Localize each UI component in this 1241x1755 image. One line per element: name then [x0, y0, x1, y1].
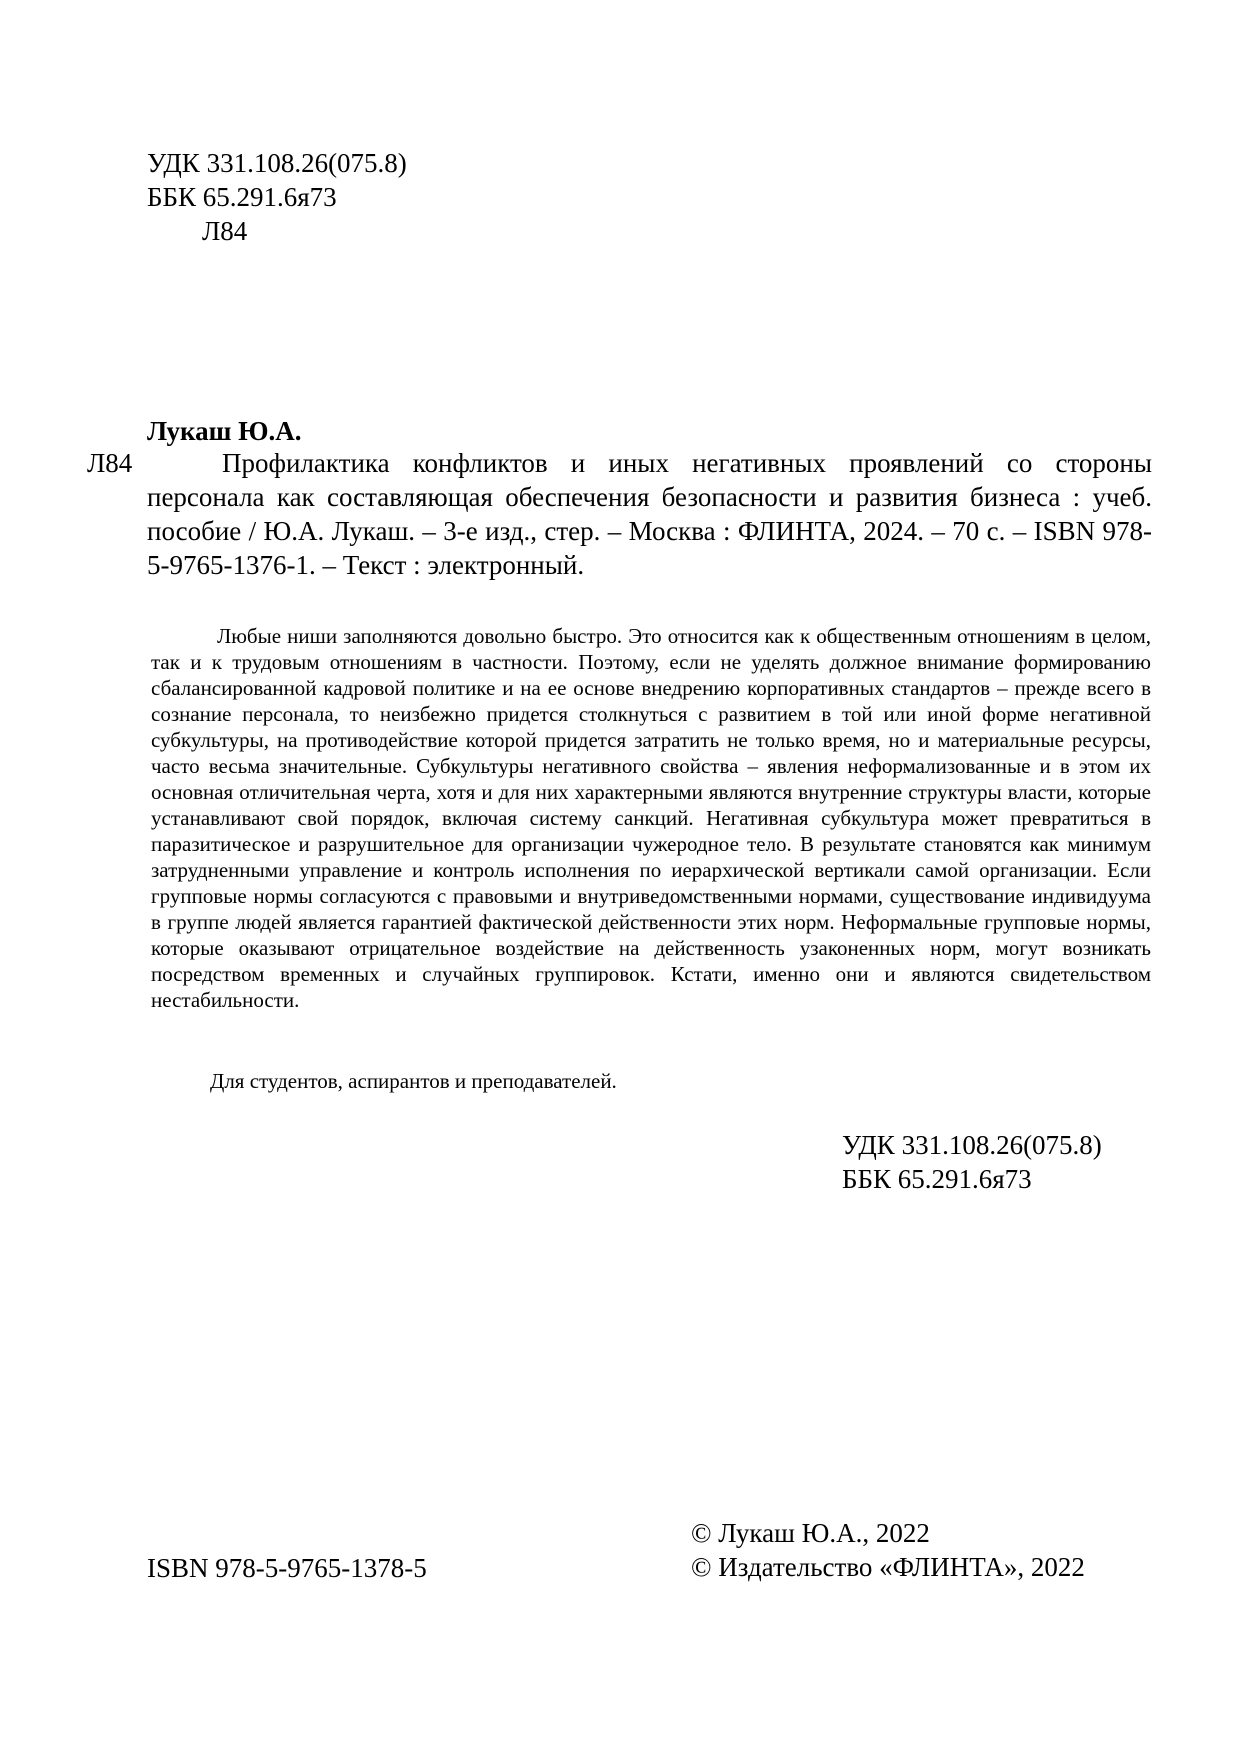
header-author-mark: Л84 [202, 216, 248, 246]
header-bbk-code: ББК 65.291.6я73 [147, 182, 337, 212]
shelf-mark: Л84 [87, 448, 133, 478]
footer-bbk-code: ББК 65.291.6я73 [842, 1164, 1032, 1194]
annotation-text: Любые ниши заполняются довольно быстро. Это относится как к общественным отношениям в целом, так и к трудовым отношениям в частности. Поэтому, если не уделять должное внимание формированию сбалансированной кадровой политике и на ее основе внедрению корпоративных стандартов – прежде всего в сознание персонала, то неизбежно придется столкнуться с развитием в той или иной форме негативной субкультуры, на противодействие которой придется затратить не только время, но и материальные ресурсы, часто весьма значительные. Субкультуры негативного свойства – явления неформализованные и в этом их основная отличительная черта, хотя и для них характерными являются внутренние структуры власти, которые устанавливают свой порядок, включая систему санкций. Негативная субкультура может превратиться в паразитическое и разрушительное для организации чужеродное тело. В результате становятся как минимум затрудненными управление и контроль исполнения по иерархической вертикали самой организации. Если групповые нормы согласуются с правовыми и внутриведомственными нормами, существование индивидуума в группе людей является гарантией фактической действенности этих норм. Неформальные групповые нормы, которые оказывают отрицательное воздействие на действенность узаконенных норм, могут возникать посредством временных и случайных группировок. Кстати, именно они и являются свидетельством нестабильности. [151, 624, 1151, 1012]
copyright-notices [691, 1516, 1085, 1584]
audience-note: Для студентов, аспирантов и преподавателей. [210, 1069, 617, 1093]
author-name: Лукаш Ю.А. [147, 416, 302, 446]
copyright-publisher: © Издательство «ФЛИНТА», 2022 [691, 1552, 1085, 1582]
footer-udk-code: УДК 331.108.26(075.8) [842, 1130, 1102, 1160]
bibliographic-description: Профилактика конфликтов и иных негативных проявлений со стороны персонала как составляющая обеспечения безопасности и развития бизнеса : учеб. пособие / Ю.А. Лукаш. – 3-е изд., стер. – Москва : ФЛИНТА, 2024. – 70 с. – ISBN 978-5-9765-1376-1. – Текст : электронный. [147, 448, 1152, 580]
copyright-author: © Лукаш Ю.А., 2022 [691, 1518, 930, 1548]
header-classification-codes [147, 146, 407, 248]
header-udk-code: УДК 331.108.26(075.8) [147, 148, 407, 178]
isbn-number: ISBN 978-5-9765-1378-5 [147, 1553, 427, 1583]
footer-classification-codes [842, 1128, 1102, 1196]
